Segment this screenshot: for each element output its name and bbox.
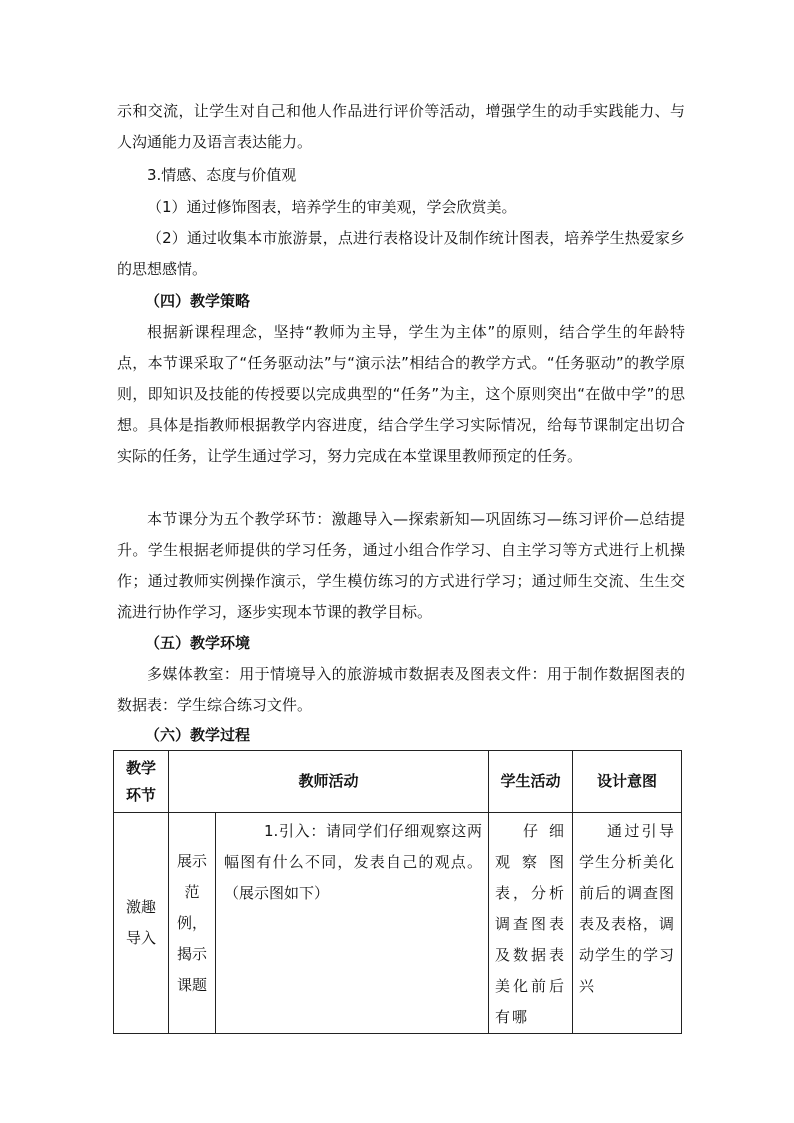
- heading-teaching-strategy: （四）教学策略: [145, 292, 251, 310]
- cell-stage-name: 激趣导入: [114, 813, 169, 1034]
- header-stage: 教学环节: [114, 751, 169, 813]
- cell-teacher-activity: [216, 813, 489, 1034]
- cell-design-intent: [573, 813, 682, 1034]
- paragraph-attitude-1: （1）通过修饰图表，培养学生的审美观，学会欣赏美。: [147, 198, 517, 216]
- cell-sub-stage: 展示范例，揭示课题: [169, 813, 216, 1034]
- header-teacher-activity: 教师活动: [169, 751, 489, 813]
- heading-teaching-environment: （五）教学环境: [145, 634, 251, 652]
- heading-teaching-process: （六）教学过程: [145, 726, 251, 744]
- student-activity-text: 仔细观察图表，分析调查图表及数据表美化前后有哪: [495, 822, 567, 1026]
- paragraph-skills-cont: 示和交流，让学生对自己和他人作品进行评价等活动，增强学生的动手实践能力、与人沟通能力及语言表达能力。: [117, 102, 685, 151]
- paragraph-attitude-title: 3.情感、态度与价值观: [147, 166, 297, 184]
- paragraph-environment: 多媒体教室：用于情境导入的旅游城市数据表及图表文件：用于制作数据图表的数据表：学生综合练习文件。: [117, 665, 685, 714]
- paragraph-strategy: 根据新课程理念，坚持“教师为主导，学生为主体”的原则，结合学生的年龄特点，本节课采取了“任务驱动法”与“演示法”相结合的教学方式。“任务驱动”的教学原则，即知识及技能的传授要以完成典型的“任务”为主，这个原则突出“在做中学”的思想。具体是指教师根据教学内容进度，结合学生学习实际情况，给每节课制定出切合实际的任务，让学生通过学习，努力完成在本堂课里教师预定的任务。: [117, 323, 685, 465]
- table-row: [114, 813, 682, 1034]
- teaching-process-table: [113, 750, 682, 1034]
- table-header-row: [114, 751, 682, 813]
- teacher-activity-text: 1.引入：请同学们仔细观察这两幅图有什么不同，发表自己的观点。（展示图如下）: [224, 822, 483, 902]
- paragraph-attitude-2: （2）通过收集本市旅游景，点进行表格设计及制作统计图表，培养学生热爱家乡的思想感情。: [117, 229, 685, 278]
- paragraph-stages: 本节课分为五个教学环节：激趣导入—探索新知—巩固练习—练习评价—总结提升。学生根据老师提供的学习任务，通过小组合作学习、自主学习等方式进行上机操作；通过教师实例操作演示，学生模仿练习的方式进行学习；通过师生交流、生生交流进行协作学习，逐步实现本节课的教学目标。: [117, 510, 685, 621]
- design-intent-text: 通过引导学生分析美化前后的调查图表及表格，调动学生的学习兴: [579, 822, 676, 995]
- cell-student-activity: [489, 813, 573, 1034]
- header-student-activity: 学生活动: [489, 751, 573, 813]
- header-design-intent: 设计意图: [573, 751, 682, 813]
